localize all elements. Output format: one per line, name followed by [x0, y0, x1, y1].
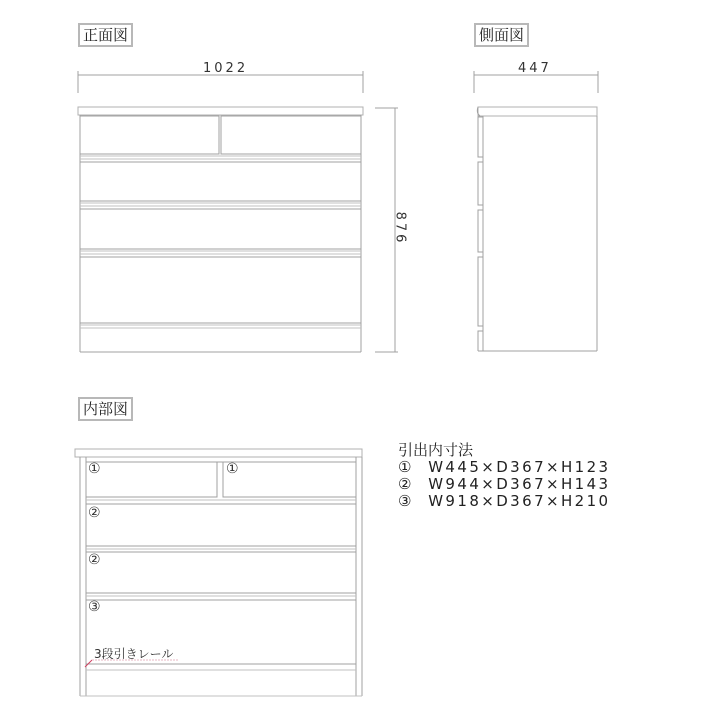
- side-view-label: 側面図: [474, 23, 529, 47]
- drawer-dimensions: [398, 442, 611, 510]
- drawer-spec-row: [398, 459, 611, 476]
- drawer-marker-1-left: ①: [88, 461, 101, 477]
- drawer-marker-1-right: ①: [226, 461, 239, 477]
- spec-value: W918×D367×H210: [428, 492, 611, 510]
- drawer-dimensions-title: 引出内寸法: [398, 441, 474, 459]
- spec-marker: ③: [398, 492, 414, 510]
- drawer-spec-row: [398, 476, 611, 493]
- front-chest: [78, 107, 363, 352]
- spec-value: W445×D367×H123: [428, 458, 611, 476]
- drawer-spec-row: [398, 493, 611, 510]
- front-height-value: 876: [392, 211, 408, 246]
- drawer-marker-3: ③: [88, 599, 101, 615]
- drawer-marker-2-lower: ②: [88, 552, 101, 568]
- front-view-label: 正面図: [78, 23, 133, 47]
- side-chest: [477, 107, 597, 351]
- rail-note: 3段引きレール: [94, 647, 174, 661]
- drawer-marker-2-upper: ②: [88, 505, 101, 521]
- front-width-value: 1022: [203, 61, 249, 76]
- spec-marker: ①: [398, 458, 414, 476]
- side-depth-value: 447: [518, 61, 552, 76]
- spec-value: W944×D367×H143: [428, 475, 611, 493]
- interior-view-label: 内部図: [78, 397, 133, 421]
- spec-marker: ②: [398, 475, 414, 493]
